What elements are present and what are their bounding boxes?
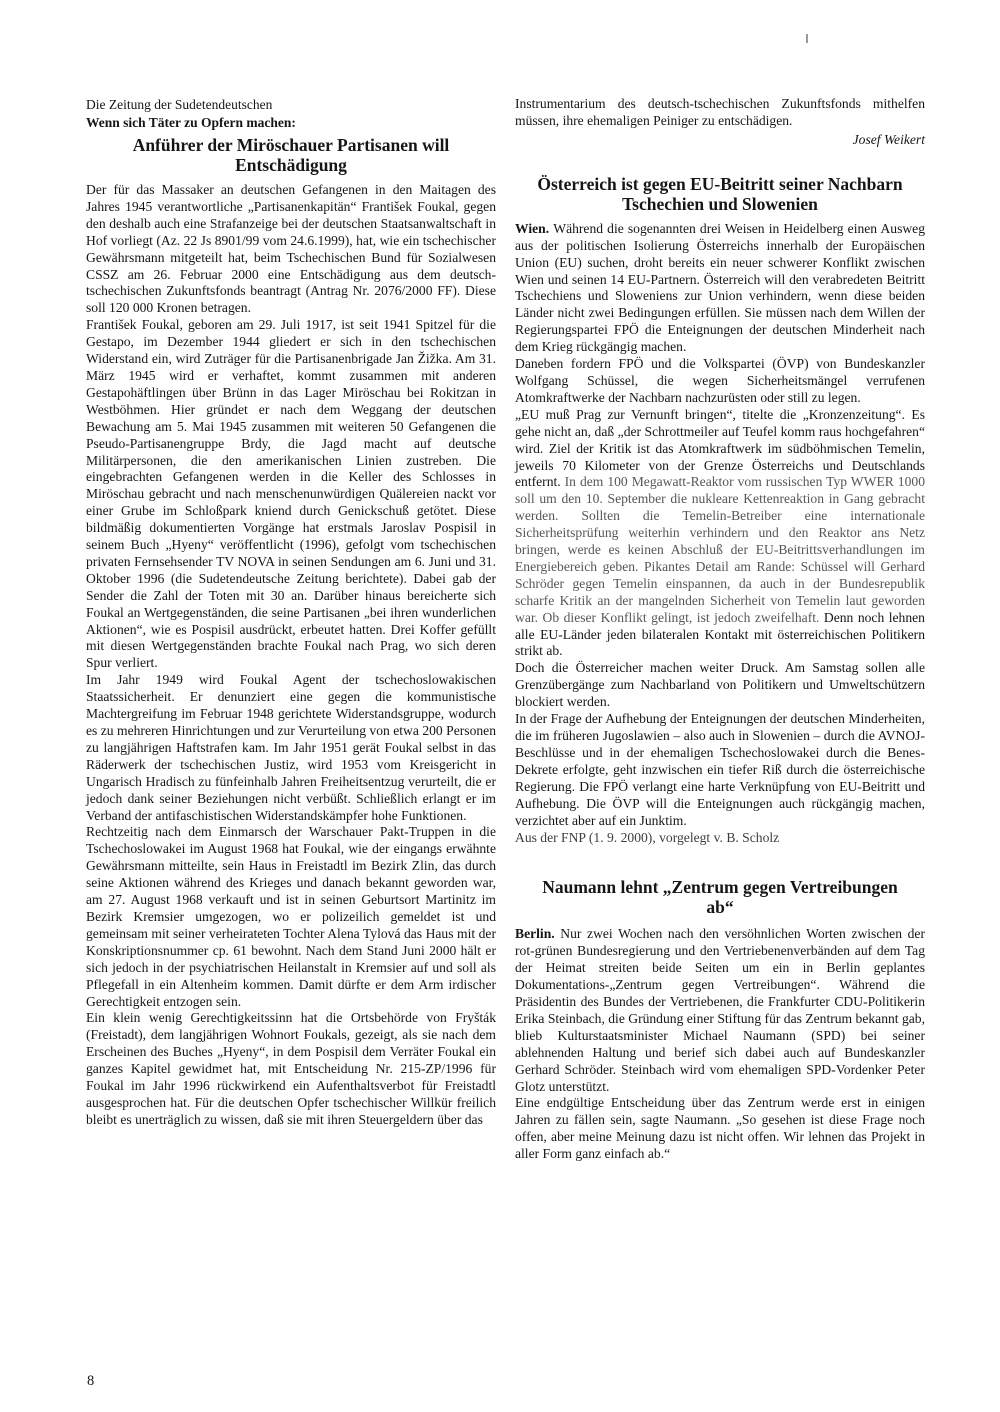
paragraph: [515, 926, 925, 1095]
scan-artifact-mark: [806, 34, 808, 43]
paragraph: Daneben fordern FPÖ und die Volkspartei (ÖVP) von Bundeskanzler Wolfgang Schüssel, die wegen Sicherheitsmängel verrufenen Atomkraftwerke der Nachbarn nachzurüsten oder still zu legen.: [515, 356, 925, 405]
paragraph: In der Frage der Aufhebung der Enteignungen der deutschen Minderheiten, die im früheren Jugoslawien – also auch in Slowenien – durch die AVNOJ-Beschlüsse und in der ehemaligen Tschechoslowakei durch die Benes-Dekrete erfolgte, geht inzwischen ein tiefer Riß durch die österreichische Regierung. Die FPÖ verlangt eine harte Verknüpfung von EU-Beitritt und Aufhebung. Die ÖVP will die Enteignungen auch rückgängig machen, verzichtet aber auf ein Junktim.: [515, 711, 925, 828]
paragraph: Ein klein wenig Gerechtigkeitssinn hat die Ortsbehörde von Fryšták (Freistadt), dem langjährigen Wohnort Foukals, gezeigt, als sie nach dem Erscheinen des Buches „Hyeny“, in dem Pospisil dem Verräter Foukal ein ganzes Kapitel gewidmet hat, mit Entscheidung Nr. 215-ZP/1996 für Foukal im Jahr 1996 rückwirkend ein Aufenthaltsverbot für Freistadtl ausgesprochen hat. Für die deutschen Opfer tschechischer Willkür freilich bleibt es unerträglich zu wissen, daß sie mit ihren Steuergeldern über das: [86, 1010, 496, 1127]
paragraph-continuation: Instrumentarium des deutsch-tschechischen Zukunftsfonds mithelfen müssen, ihre ehemaligen Peiniger zu entschädigen.: [515, 96, 925, 128]
paragraph-text: Denn noch lehnen alle EU-Länder jeden bilateralen Kontakt mit österreichischen Politikern strikt ab.: [515, 609, 925, 659]
paragraph-text: Nur zwei Wochen nach den versöhnlichen Worten zwischen der rot-grünen Bundesregierung und den Vertriebenenverbänden auf dem Tag der Heimat streiten beide Seiten um ein in Berlin geplantes Dokumentations-„Zentrum gegen Vertreibungen“. Während die Präsidentin des Bundes der Vertriebenen, die Frankfurter CDU-Politikerin Erika Steinbach, die Gründung einer Stiftung für das Zentrum bekannt gab, blieb Kulturstaatsminister Michael Naumann (SPD) bei seiner ablehnenden Haltung und berief sich dabei auch auf Bundeskanzler Gerhard Schröder. Steinbach wird vom ehemaligen SPD-Vordenker Peter Glotz unterstützt.: [515, 926, 925, 1094]
article-headline-partisanen: Anführer der Miröschauer Partisanen will Entschädigung: [132, 135, 450, 175]
article-headline-eu-beitritt: Österreich ist gegen EU-Beitritt seiner Nachbarn Tschechien und Slowenien: [537, 173, 903, 214]
article-headline-naumann: Naumann lehnt „Zentrum gegen Vertreibungen ab“: [542, 877, 898, 918]
publication-name: Die Zeitung der Sudetendeutschen: [86, 97, 273, 112]
page-number: 8: [87, 1373, 95, 1389]
article-kicker: Wenn sich Täter zu Opfern machen:: [86, 115, 296, 130]
source-attribution: Aus der FNP (1. 9. 2000), vorgelegt v. B. Scholz: [515, 830, 780, 846]
paragraph-text: „EU muß Prag zur Vernunft bringen“, titelte die „Kronzenzeitung“. Es gehe nicht an, daß „der Schrottmeiler auf Teufel komm raus hochgefahren“ wird. Ziel der Kritik ist das Atomkraftwerk im südböhmischen Temelin, jeweils 70 Kilometer von der Grenze Österreichs und Deutschlands entfernt.: [515, 406, 925, 490]
paragraph: Eine endgültige Entscheidung über das Zentrum werde erst in einigen Jahren zu fällen sein, sagte Naumann. „So gesehen ist diese Frage noch offen, aber meine Meinung dazu ist nicht offen. Wir lehnen das Projekt in aller Form ganz einfach ab.“: [515, 1095, 925, 1162]
paragraph: Rechtzeitig nach dem Einmarsch der Warschauer Pakt-Truppen in die Tschechoslowakei im August 1968 hat Foukal, wie der eingangs erwähnte Gewährsmann mitteilte, sein Haus in Freistadtl im Bezirk Zlin, das durch seine Aktionen während des Krieges und danach bekannt geworden war, am 27. August 1968 verkauft und ist in seinen Geburtsort Martinitz im Bezirk Kremsier umgezogen, wo er polizeilich gemeldet ist und gemeinsam mit seiner verheirateten Tochter Alena Tylová das Haus mit der Konskriptionsnummer cp. 61 bewohnt. Nach dem Stand Juni 2000 hält er sich jedoch in der psychiatrischen Heilanstalt in Kremsier auf und soll als Pflegefall in ein Altenheim kommen. Damit dürfte er dem Arm irdischer Gerechtigkeit entzogen sein.: [86, 824, 496, 1009]
paragraph: František Foukal, geboren am 29. Juli 1917, ist seit 1941 Spitzel für die Gestapo, im Dezember 1944 gliedert er sich in den tschechischen Widerstand ein, wird Zuträger für die Partisanenbrigade Jan Žižka. Am 31. März 1945 wird er verhaftet, kommt zusammen mit anderen Gestapohäftlingen über Brünn in das Lager Miröschau bei Rokitzan in Westböhmen. Hier gründet er nach dem Weggang der deutschen Bewachung am 5. Mai 1945 zusammen mit weiteren 50 Gefangenen die Pseudo-Partisanengruppe Brdy, die Jagd macht auf deutsche Militärpersonen, die den amerikanischen Linien zustreben. Die eingebrachten Gefangenen werden in die Keller des Schlosses in Miröschau gebracht und nach menschenunwürdigen Quälereien nackt vor einer Grube im Schloßpark kniend durch Genickschuß getötet. Diese bildmäßig dokumentierten Vorgänge hat erstmals Jaroslav Pospisil in seinem Buch „Hyeny“ veröffentlicht (1996), gefolgt vom tschechischen privaten Fernsehsender TV NOVA in seinen Sendungen am 6. Juni und 31. Oktober 1996 (die Sudetendeutsche Zeitung berichtete). Dabei gab der Sender die Zahl der Toten mit 30 an. Darüber hinaus bereicherte sich Foukal an Wertgegenständen, die seine Partisanen „bei ihren wunderlichen Aktionen“, wie es Pospisil ausdrückt, erbeutet hatten. Drei Koffer gefüllt mit diesen Wertgegenständen brachte Foukal nach Prag, wo sich deren Spur verliert.: [86, 317, 496, 671]
dateline-wien: Wien.: [515, 220, 554, 236]
paragraph-text: Während die sogenannten drei Weisen in Heidelberg einen Ausweg aus der politischen Isolierung Österreichs innerhalb der Europäischen Union (EU) suchen, droht bereits ein neuer schwerer Konflikt zwischen Wien und seinen 14 EU-Partnern. Österreich will den verabredeten Beitritt Tschechiens und Sloweniens zur Union verhindern, wenn diese beiden Länder nicht zwei Bedingungen erfüllen. Sie müssen nach dem Willen der Regierungspartei FPÖ die Enteignungen der deutschen Minderheit nach dem Krieg rückgängig machen.: [515, 220, 926, 355]
right-column: [515, 96, 925, 1163]
author-byline: Josef Weikert: [852, 131, 925, 147]
paragraph: [515, 407, 925, 661]
paragraph: Im Jahr 1949 wird Foukal Agent der tschechoslowakischen Staatssicherheit. Er denunziert eine gegen die kommunistische Machtergreifung im Februar 1948 gerichtete Widerstandsgruppe, wodurch es zu mehreren Hinrichtungen und zur Verurteilung von etwa 200 Personen zu langjährigen Haftstrafen kam. Im Jahr 1951 gerät Foukal selbst in das Räderwerk der tschechischen Justiz, wird 1953 vom Kreisgericht in Ungarisch Hradisch zu fünfeinhalb Jahren Freiheitsentzug verurteilt, die er jedoch dank seiner Beziehungen nicht verbüßt. Schließlich erlangt er im Verband der antifaschistischen Widerstandskämpfer hohe Funktionen.: [86, 672, 496, 823]
paragraph: [515, 221, 925, 356]
left-column: [86, 96, 496, 1163]
paragraph: Doch die Österreicher machen weiter Druck. Am Samstag sollen alle Grenzübergänge zum Nachbarland von Politikern und Umweltschützern blockiert werden.: [515, 660, 925, 710]
paragraph-text-faded: In dem 100 Megawatt-Reaktor vom russischen Typ WWER 1000 soll um den 10. September die nukleare Kettenreaktion in Gang gebracht werden. Sollten die Temelin-Betreiber eine internationale Sicherheitsprüfung weiterhin verhindern und den Reaktor ans Netz bringen, werde es keinen Abschluß der EU-Beitrittsverhandlungen im Energiebereich geben. Pikantes Detail am Rande: Schüssel will Gerhard Schröder gegen Temelin einspannen, da auch in der Bundesrepublik scharfe Kritik an der mangelnden Sicherheit von Temelin laut geworden war. Ob dieser Konflikt gelingt, ist jedoch zweifelhaft.: [515, 474, 925, 625]
dateline-berlin: Berlin.: [515, 926, 561, 942]
paragraph: Der für das Massaker an deutschen Gefangenen in den Maitagen des Jahres 1945 verantwortliche „Partisanenkapitän“ František Foukal, gegen den deshalb auch eine Strafanzeige bei der deutschen Staatsanwaltschaft in Hof vorliegt (Az. 22 Js 8901/99 vom 24.6.1999), hat, wie ein tschechischer Gewährsmann mitgeteilt hat, beim Tschechischen Bund für Sozialwesen CSSZ am 26. Februar 2000 eine Entschädigung aus dem deutsch-tschechischen Zukunftsfonds beantragt (Antrag Nr. 2076/2000 FF). Diese soll 120 000 Kronen betragen.: [86, 182, 496, 316]
